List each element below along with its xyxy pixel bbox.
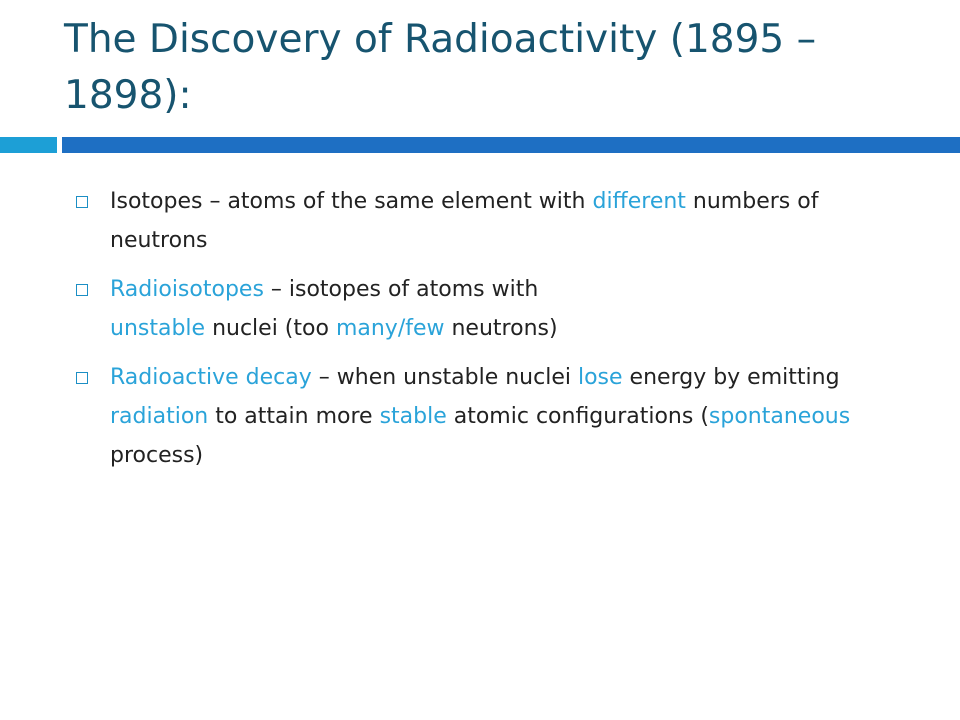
bullet-text [110, 189, 818, 253]
bullet-text [110, 277, 558, 341]
highlighted-term: different [592, 189, 686, 214]
text-segment: Isotopes – atoms of the same element with [110, 189, 593, 214]
bullet-item-radioactive-decay [72, 358, 922, 475]
square-bullet-icon [76, 196, 88, 208]
text-segment: – when unstable nuclei [311, 365, 578, 390]
text-segment: process) [110, 443, 204, 468]
text-segment: numbers of neutrons [110, 189, 819, 253]
highlighted-term: stable [379, 404, 447, 429]
highlighted-term: radiation [110, 404, 209, 429]
text-segment: neutrons) [444, 316, 558, 341]
bullet-text [110, 365, 850, 468]
highlighted-term: unstable [110, 316, 206, 341]
bullet-list [72, 182, 922, 485]
text-segment: atomic configurations ( [446, 404, 709, 429]
bullet-item-isotopes [72, 182, 922, 260]
slide-title: The Discovery of Radioactivity (1895 – 1898): [64, 17, 817, 118]
square-bullet-icon [76, 284, 88, 296]
highlighted-term: spontaneous [708, 404, 851, 429]
title-accent-bar [62, 137, 960, 153]
text-segment: to attain more [208, 404, 380, 429]
text-segment: nuclei (too [205, 316, 336, 341]
highlighted-term: many/few [335, 316, 445, 341]
highlighted-term: Radioactive decay [110, 365, 312, 390]
highlighted-term: lose [577, 365, 623, 390]
bullet-item-radioisotopes [72, 270, 922, 348]
square-bullet-icon [76, 372, 88, 384]
highlighted-term: Radioisotopes [110, 277, 264, 302]
text-segment: energy by emitting [622, 365, 840, 390]
title-accent-bar-left [0, 137, 57, 153]
text-segment: – isotopes of atoms with [263, 277, 539, 302]
